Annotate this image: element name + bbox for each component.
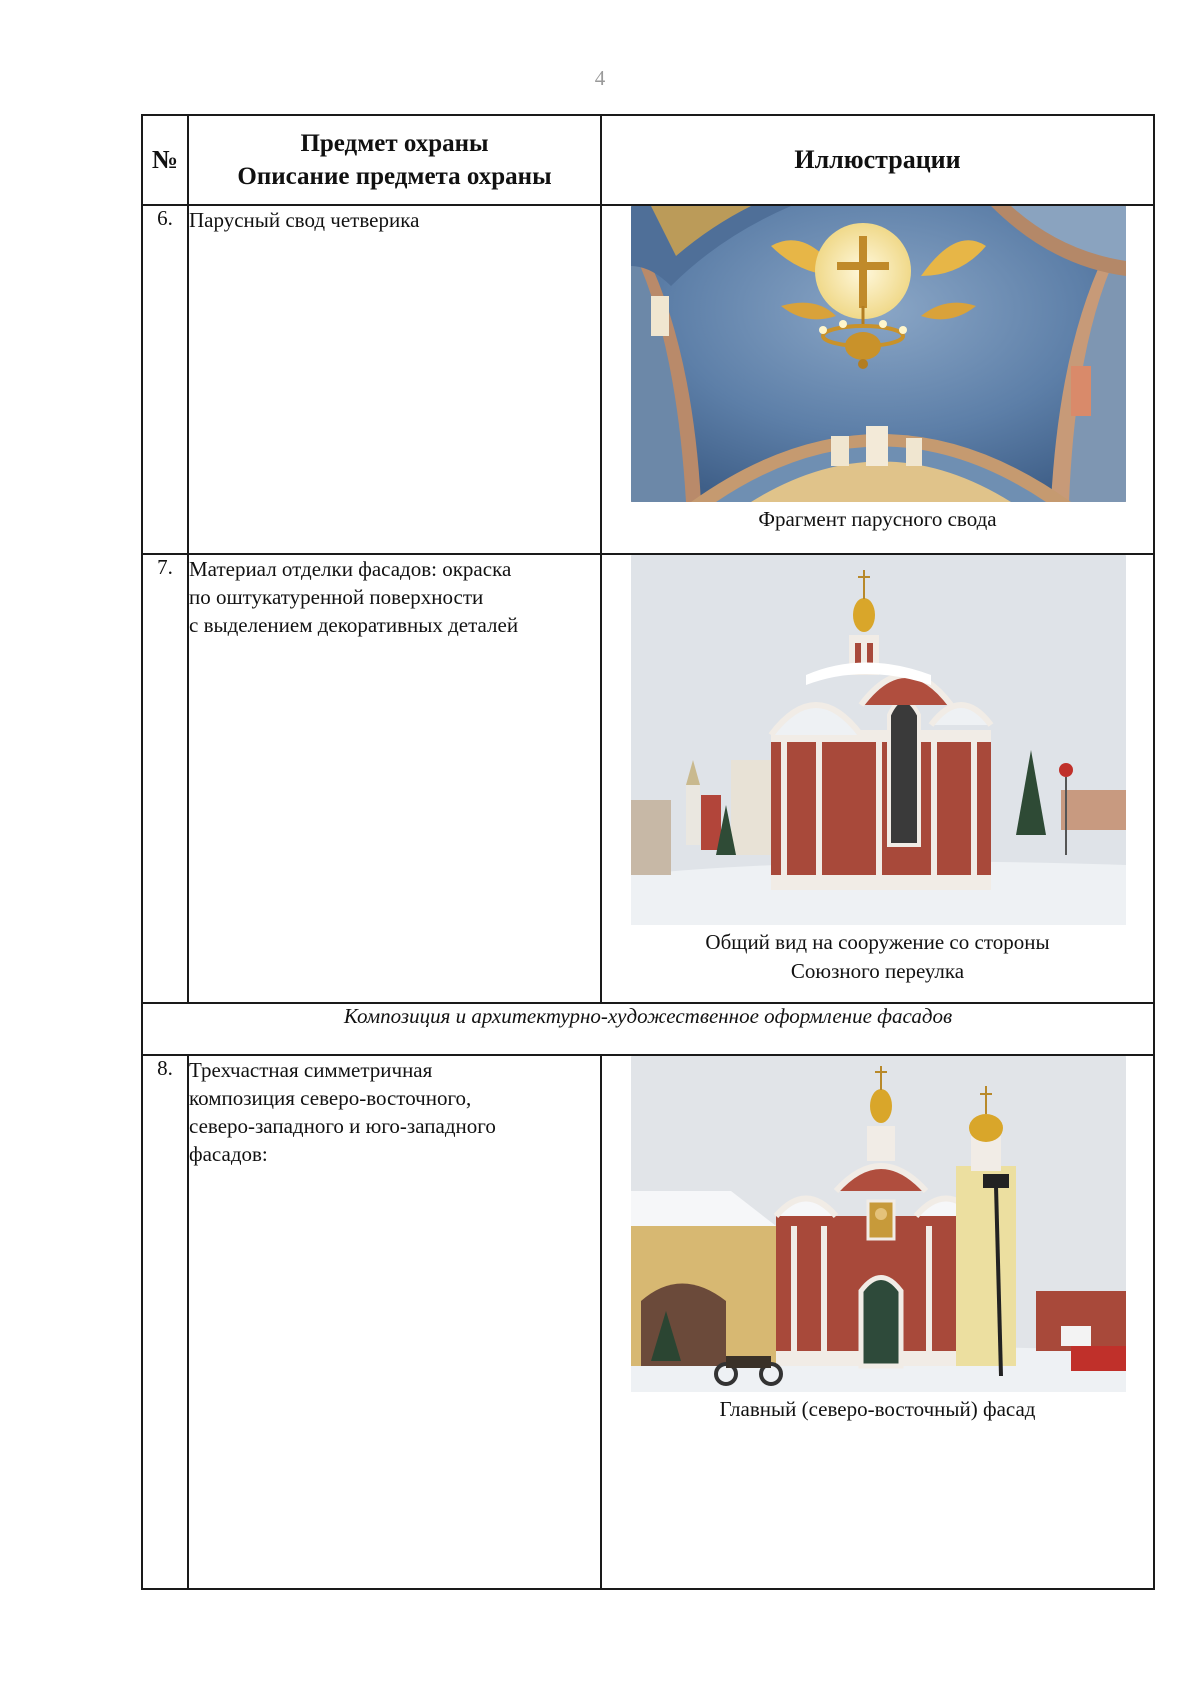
- header-desc-line2: Описание предмета охраны: [237, 163, 552, 190]
- row-number: 8.: [142, 1055, 188, 1589]
- section-heading-row: [142, 1003, 1154, 1055]
- page-number: 4: [594, 66, 606, 90]
- table-row: [142, 1055, 1154, 1589]
- row-illustration: [601, 1055, 1154, 1589]
- header-desc-line1: Предмет охраны: [300, 130, 489, 157]
- description-line: композиция северо-восточного,: [189, 1086, 472, 1110]
- caption-line: Общий вид на сооружение со стороны: [705, 930, 1050, 954]
- row-description: [188, 1055, 601, 1589]
- vault-photo: [631, 206, 1126, 502]
- header-description: [188, 115, 601, 205]
- row-number: 7.: [142, 554, 188, 1003]
- chapel-facade-photo: [631, 1056, 1126, 1392]
- row-number: 6.: [142, 205, 188, 554]
- caption-line: Союзного переулка: [790, 959, 965, 983]
- row-description: [188, 554, 601, 1003]
- row-description: Парусный свод четверика: [188, 205, 601, 554]
- table-header-row: [142, 115, 1154, 205]
- description-line: Материал отделки фасадов: окраска: [189, 557, 512, 581]
- header-illustrations: Иллюстрации: [601, 115, 1154, 205]
- caption-line: Фрагмент парусного свода: [758, 507, 997, 531]
- description-line: Трехчастная симметричная: [189, 1058, 433, 1082]
- caption-line: Главный (северо-восточный) фасад: [719, 1397, 1036, 1421]
- header-number: №: [142, 115, 188, 205]
- table-row: [142, 554, 1154, 1003]
- section-heading: Композиция и архитектурно-художественное оформление фасадов: [142, 1003, 1154, 1055]
- description-line: с выделением декоративных деталей: [189, 613, 519, 637]
- protection-table: [141, 114, 1155, 1590]
- row-illustration: [601, 554, 1154, 1003]
- row-illustration: [601, 205, 1154, 554]
- description-line: северо-западного и юго-западного: [189, 1114, 496, 1138]
- chapel-side-photo: [631, 555, 1126, 925]
- table-row: [142, 205, 1154, 554]
- description-line: фасадов:: [189, 1142, 268, 1166]
- description-line: по оштукатуренной поверхности: [189, 585, 484, 609]
